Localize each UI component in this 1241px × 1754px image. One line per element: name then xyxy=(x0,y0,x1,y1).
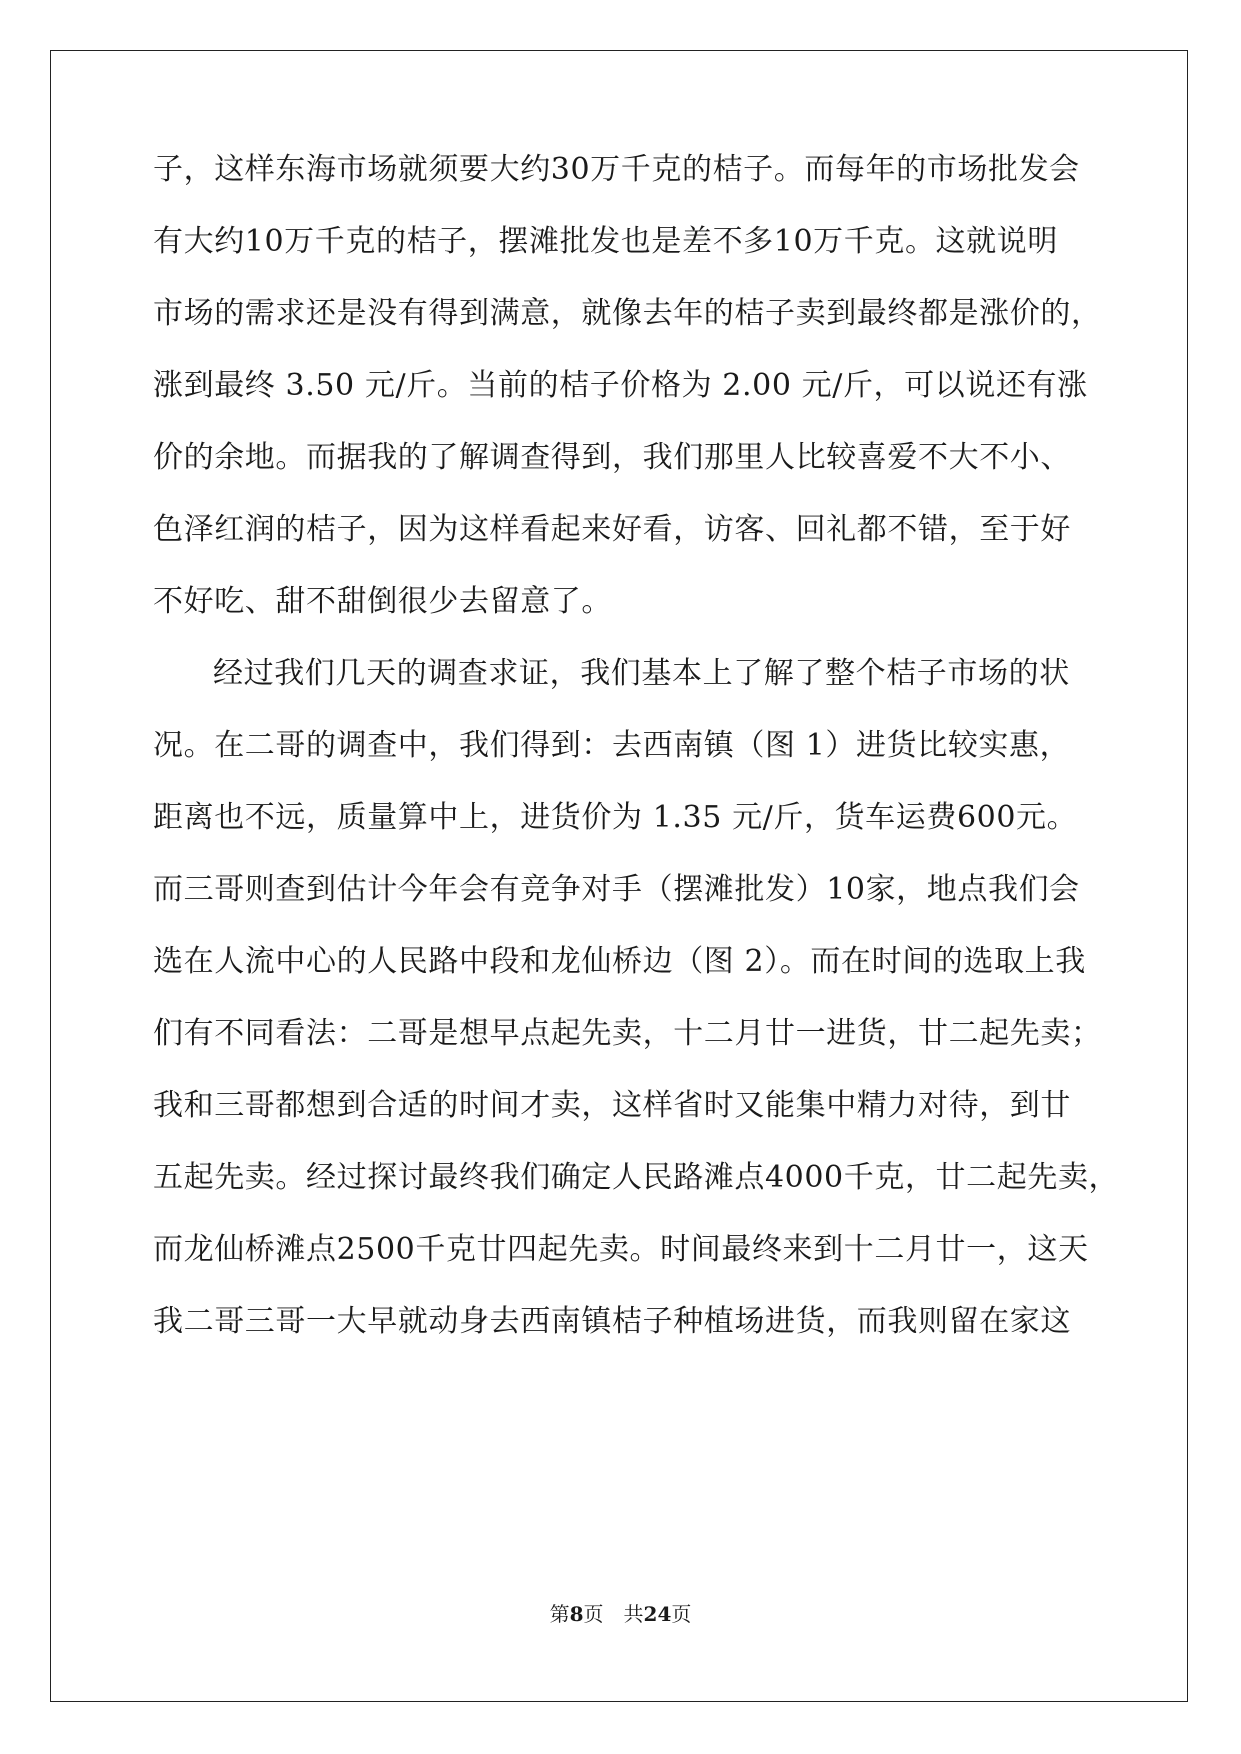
body-line: 而龙仙桥滩点2500千克廿四起先卖。时间最终来到十二月廿一，这天 xyxy=(153,1232,1089,1267)
body-line: 们有不同看法：二哥是想早点起先卖，十二月廿一进货，廿二起先卖； xyxy=(153,1016,1102,1051)
body-line: 子，这样东海市场就须要大约30万千克的桔子。而每年的市场批发会 xyxy=(153,152,1080,187)
total-page-count: 24 xyxy=(643,1602,672,1626)
footer-middle: 页 共 xyxy=(583,1602,644,1626)
footer-prefix: 第 xyxy=(549,1602,570,1626)
paragraph-start-line: 经过我们几天的调查求证，我们基本上了解了整个桔子市场的状 xyxy=(213,656,1070,691)
body-line: 五起先卖。经过探讨最终我们确定人民路滩点4000千克，廿二起先卖， xyxy=(153,1160,1120,1195)
body-line: 我和三哥都想到合适的时间才卖，这样省时又能集中精力对待，到廿 xyxy=(153,1088,1071,1123)
body-line: 色泽红润的桔子，因为这样看起来好看，访客、回礼都不错，至于好 xyxy=(153,512,1071,547)
body-line: 选在人流中心的人民路中段和龙仙桥边（图 2）。而在时间的选取上我 xyxy=(153,944,1086,979)
body-line: 而三哥则查到估计今年会有竞争对手（摆滩批发）10家，地点我们会 xyxy=(153,872,1080,907)
body-line: 有大约10万千克的桔子，摆滩批发也是差不多10万千克。这就说明 xyxy=(153,224,1058,259)
body-line: 距离也不远，质量算中上，进货价为 1.35 元/斤，货车运费600元。 xyxy=(153,800,1078,835)
page-footer xyxy=(0,1602,1241,1626)
current-page-number: 8 xyxy=(569,1602,584,1626)
body-line: 涨到最终 3.50 元/斤。当前的桔子价格为 2.00 元/斤，可以说还有涨 xyxy=(153,368,1088,403)
body-line: 市场的需求还是没有得到满意，就像去年的桔子卖到最终都是涨价的， xyxy=(153,296,1102,331)
body-line: 况。在二哥的调查中，我们得到：去西南镇（图 1）进货比较实惠， xyxy=(153,728,1071,763)
body-line: 我二哥三哥一大早就动身去西南镇桔子种植场进货，而我则留在家这 xyxy=(153,1304,1071,1339)
body-line: 不好吃、甜不甜倒很少去留意了。 xyxy=(153,584,612,619)
body-line: 价的余地。而据我的了解调查得到，我们那里人比较喜爱不大不小、 xyxy=(153,440,1071,475)
footer-suffix: 页 xyxy=(671,1602,692,1626)
